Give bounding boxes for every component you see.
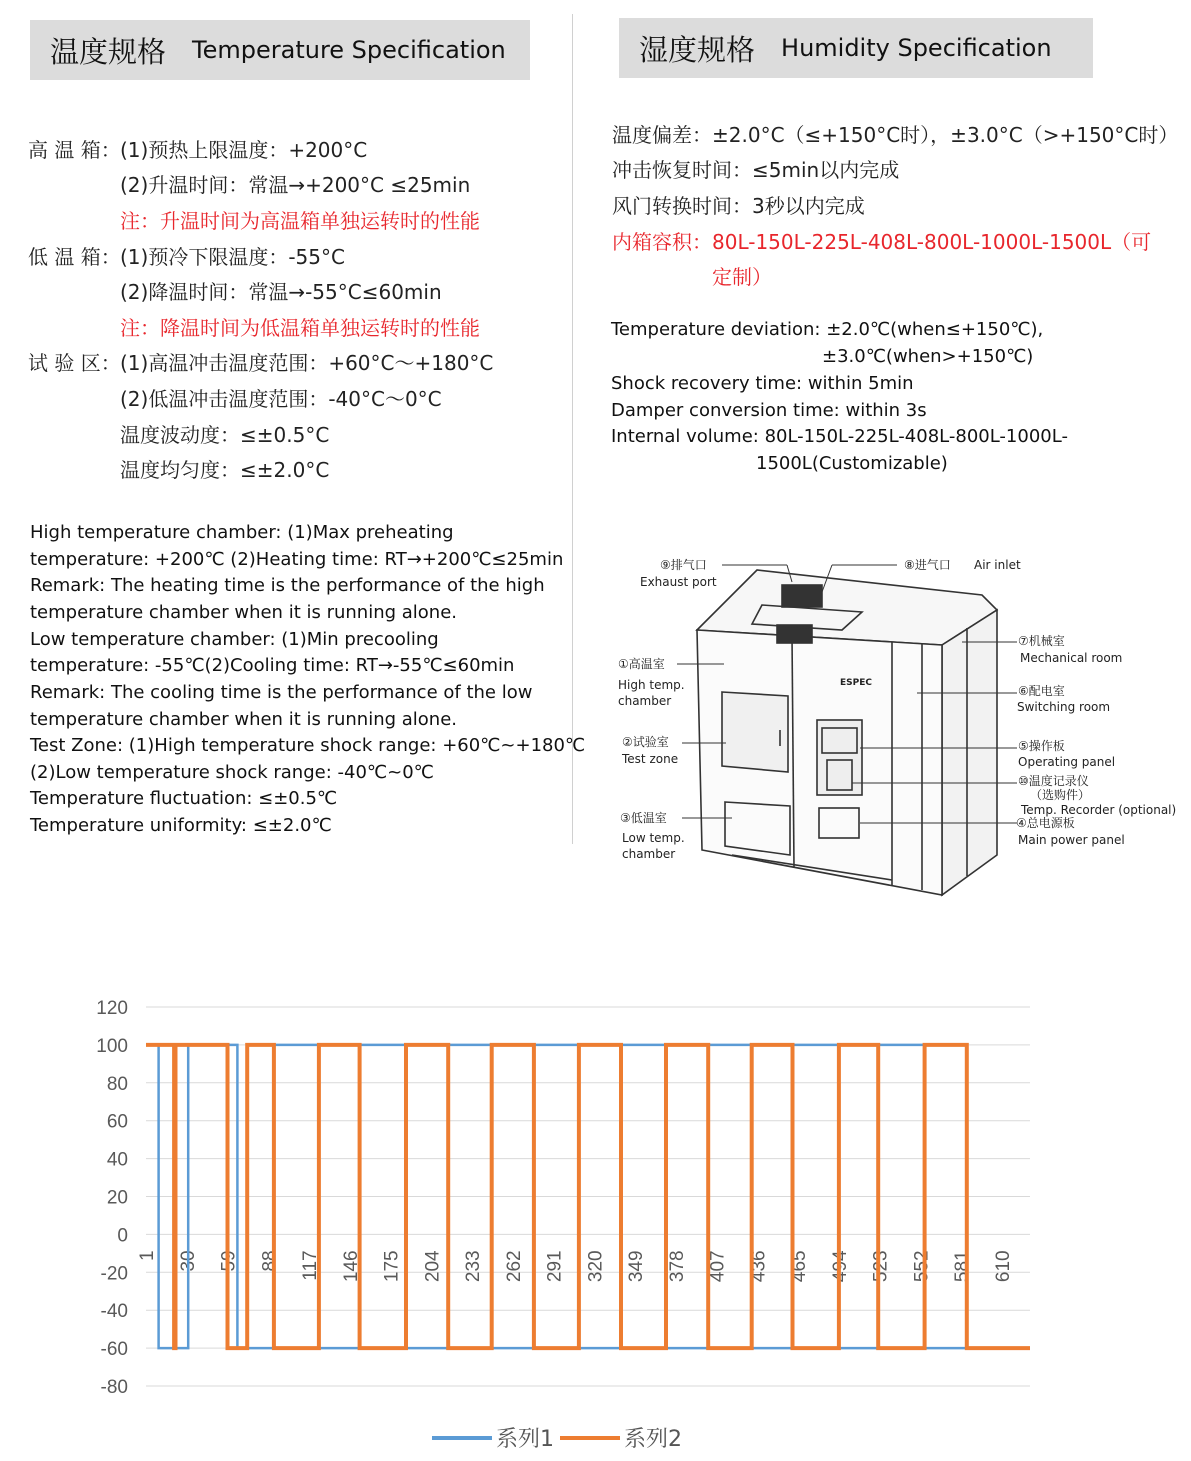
test-zone-spec-2: (2)低温冲击温度范围：-40°C～0°C xyxy=(120,387,442,411)
label-mech-en: Mechanical room xyxy=(1020,651,1123,665)
y-tick-label: 100 xyxy=(96,1035,128,1057)
label-low-zh: ③低温室 xyxy=(620,811,667,825)
label-high-en-2: chamber xyxy=(618,694,672,708)
label-rec-zh-1: ⑩温度记录仪 xyxy=(1018,774,1089,788)
y-tick-label: -40 xyxy=(100,1301,128,1323)
label-inlet-zh: ⑧进气口 xyxy=(904,558,951,572)
humidity-spec-title-en: Humidity Specification xyxy=(781,34,1052,62)
legend-series2-swatch xyxy=(560,1436,620,1440)
label-high-en-1: High temp. xyxy=(618,678,685,692)
hum-cn-damper: 风门转换时间：3秒以内完成 xyxy=(612,194,865,218)
x-tick-label: 146 xyxy=(340,1250,362,1283)
x-tick-label: 407 xyxy=(707,1250,729,1283)
hum-en-line-6: 1500L(Customizable) xyxy=(756,453,948,474)
x-tick-label: 117 xyxy=(300,1250,322,1281)
x-tick-label: 88 xyxy=(259,1250,281,1272)
hum-cn-volume: 内箱容积：80L-150L-225L-408L-800L-1000L-1500L（可 xyxy=(612,230,1152,254)
hum-en-line-1: Temperature deviation: ±2.0℃(when≤+150℃), xyxy=(611,319,1044,340)
y-tick-label: 60 xyxy=(106,1111,128,1133)
label-high-zh: ①高温室 xyxy=(618,657,665,671)
x-tick-label: 581 xyxy=(952,1250,974,1283)
temp-en-line-5: Test Zone: (1)High temperature shock range: +60℃~+180℃ xyxy=(30,735,586,756)
x-tick-label: 349 xyxy=(626,1250,648,1283)
x-tick-label: 233 xyxy=(463,1250,485,1283)
y-tick-label: -80 xyxy=(100,1377,128,1398)
x-tick-label: 610 xyxy=(992,1250,1014,1283)
column-divider xyxy=(572,14,573,844)
high-chamber-label: 高 温 箱： xyxy=(28,138,121,162)
x-tick-label: 262 xyxy=(503,1250,525,1283)
legend-series1-label: 系列1 xyxy=(496,1427,554,1452)
x-tick-label: 175 xyxy=(381,1250,403,1283)
hum-en-line-5: Internal volume: 80L-150L-225L-408L-800L-1000L- xyxy=(611,426,1068,447)
x-tick-label: 378 xyxy=(666,1250,688,1283)
temp-en-line-8: Temperature uniformity: ≤±2.0℃ xyxy=(30,815,332,836)
chamber-drawing xyxy=(612,550,1182,910)
x-tick-label: 465 xyxy=(789,1250,811,1283)
label-low-en-1: Low temp. xyxy=(622,831,685,845)
chamber-diagram xyxy=(612,550,1182,910)
low-chamber-label: 低 温 箱： xyxy=(28,245,121,269)
label-test-zh: ②试验室 xyxy=(622,735,669,749)
y-tick-label: 0 xyxy=(117,1225,128,1247)
hum-en-line-2: ±3.0℃(when>+150℃) xyxy=(822,346,1034,367)
temperature-spec-title-zh: 温度规格 xyxy=(50,34,167,69)
label-switch-en: Switching room xyxy=(1017,700,1111,714)
temp-en-line-7: Temperature fluctuation: ≤±0.5℃ xyxy=(30,788,338,809)
label-power-zh: ④总电源板 xyxy=(1016,816,1075,830)
temp-en-line-2: temperature: +200℃ (2)Heating time: RT→+200℃≤25min xyxy=(30,549,564,570)
x-tick-label: 320 xyxy=(585,1250,607,1283)
label-exhaust-en: Exhaust port xyxy=(640,575,717,589)
x-tick-label: 523 xyxy=(870,1250,892,1283)
temp-en-remark-3: Remark: The cooling time is the performance of the low xyxy=(30,682,533,703)
temperature-shock-chart xyxy=(0,985,1191,1415)
temperature-spec-title-en: Temperature Specification xyxy=(192,36,506,64)
label-power-en: Main power panel xyxy=(1018,833,1125,847)
label-rec-zh-2: （选购件） xyxy=(1030,788,1091,802)
y-tick-label: 120 xyxy=(96,998,128,1019)
low-chamber-spec-2: (2)降温时间：常温→-55°C≤60min xyxy=(120,280,442,304)
temp-en-line-4: temperature: -55℃(2)Cooling time: RT→-55℃≤60min xyxy=(30,655,515,676)
x-tick-label: 59 xyxy=(218,1250,240,1272)
label-rec-en: Temp. Recorder (optional) xyxy=(1021,803,1177,817)
hum-en-line-3: Shock recovery time: within 5min xyxy=(611,373,914,394)
temp-en-line-6: (2)Low temperature shock range: -40℃~0℃ xyxy=(30,762,434,783)
humidity-spec-header xyxy=(619,18,1093,78)
label-switch-zh: ⑥配电室 xyxy=(1018,684,1065,698)
label-test-en: Test zone xyxy=(622,752,679,766)
hum-en-line-4: Damper conversion time: within 3s xyxy=(611,400,927,421)
temperature-uniformity: 温度均匀度：≤±2.0°C xyxy=(120,458,330,482)
temperature-spec-header xyxy=(30,20,530,80)
brand-logo: ESPEC xyxy=(840,678,872,688)
x-tick-label: 291 xyxy=(544,1250,566,1283)
chart-legend xyxy=(432,1422,682,1453)
x-tick-label: 1 xyxy=(137,1250,158,1261)
high-chamber-spec-1: (1)预热上限温度：+200°C xyxy=(120,138,368,162)
y-tick-label: -20 xyxy=(100,1263,128,1285)
label-op-en: Operating panel xyxy=(1018,755,1116,769)
y-tick-label: 40 xyxy=(106,1149,128,1171)
x-tick-label: 552 xyxy=(911,1250,933,1283)
x-tick-label: 436 xyxy=(748,1250,770,1283)
label-low-en-2: chamber xyxy=(622,847,676,861)
temp-en-line-1: High temperature chamber: (1)Max preheating xyxy=(30,522,454,543)
hum-cn-recovery: 冲击恢复时间：≤5min以内完成 xyxy=(612,158,900,182)
x-tick-label: 30 xyxy=(177,1250,199,1272)
label-mech-zh: ⑦机械室 xyxy=(1018,634,1065,648)
y-tick-label: 80 xyxy=(106,1073,128,1095)
high-chamber-note: 注：升温时间为高温箱单独运转时的性能 xyxy=(120,209,480,233)
temp-en-remark-2: temperature chamber when it is running alone. xyxy=(30,602,457,623)
low-chamber-spec-1: (1)预冷下限温度：-55°C xyxy=(120,245,345,269)
y-tick-label: -60 xyxy=(100,1339,128,1361)
hum-cn-volume-cont: 定制） xyxy=(712,265,772,289)
high-chamber-spec-2: (2)升温时间：常温→+200°C ≤25min xyxy=(120,173,471,197)
x-tick-label: 204 xyxy=(422,1250,444,1283)
x-tick-label: 494 xyxy=(829,1250,851,1283)
test-zone-label: 试 验 区： xyxy=(28,351,121,375)
humidity-spec-title-zh: 湿度规格 xyxy=(639,32,756,67)
low-chamber-note: 注：降温时间为低温箱单独运转时的性能 xyxy=(120,316,480,340)
temp-en-remark-4: temperature chamber when it is running alone. xyxy=(30,709,457,730)
label-exhaust-zh: ⑨排气口 xyxy=(660,558,707,572)
temp-en-remark-1: Remark: The heating time is the performance of the high xyxy=(30,575,545,596)
temperature-fluctuation: 温度波动度：≤±0.5°C xyxy=(120,423,330,447)
label-inlet-en: Air inlet xyxy=(974,558,1021,572)
legend-series2-label: 系列2 xyxy=(624,1427,682,1452)
temp-en-line-3: Low temperature chamber: (1)Min precooling xyxy=(30,629,439,650)
label-op-zh: ⑤操作板 xyxy=(1018,739,1065,753)
hum-cn-deviation: 温度偏差：±2.0°C（≤+150°C时），±3.0°C（>+150°C时） xyxy=(612,123,1179,147)
legend-series1-swatch xyxy=(432,1436,492,1440)
test-zone-spec-1: (1)高温冲击温度范围：+60°C～+180°C xyxy=(120,351,494,375)
y-tick-label: 20 xyxy=(106,1187,128,1209)
